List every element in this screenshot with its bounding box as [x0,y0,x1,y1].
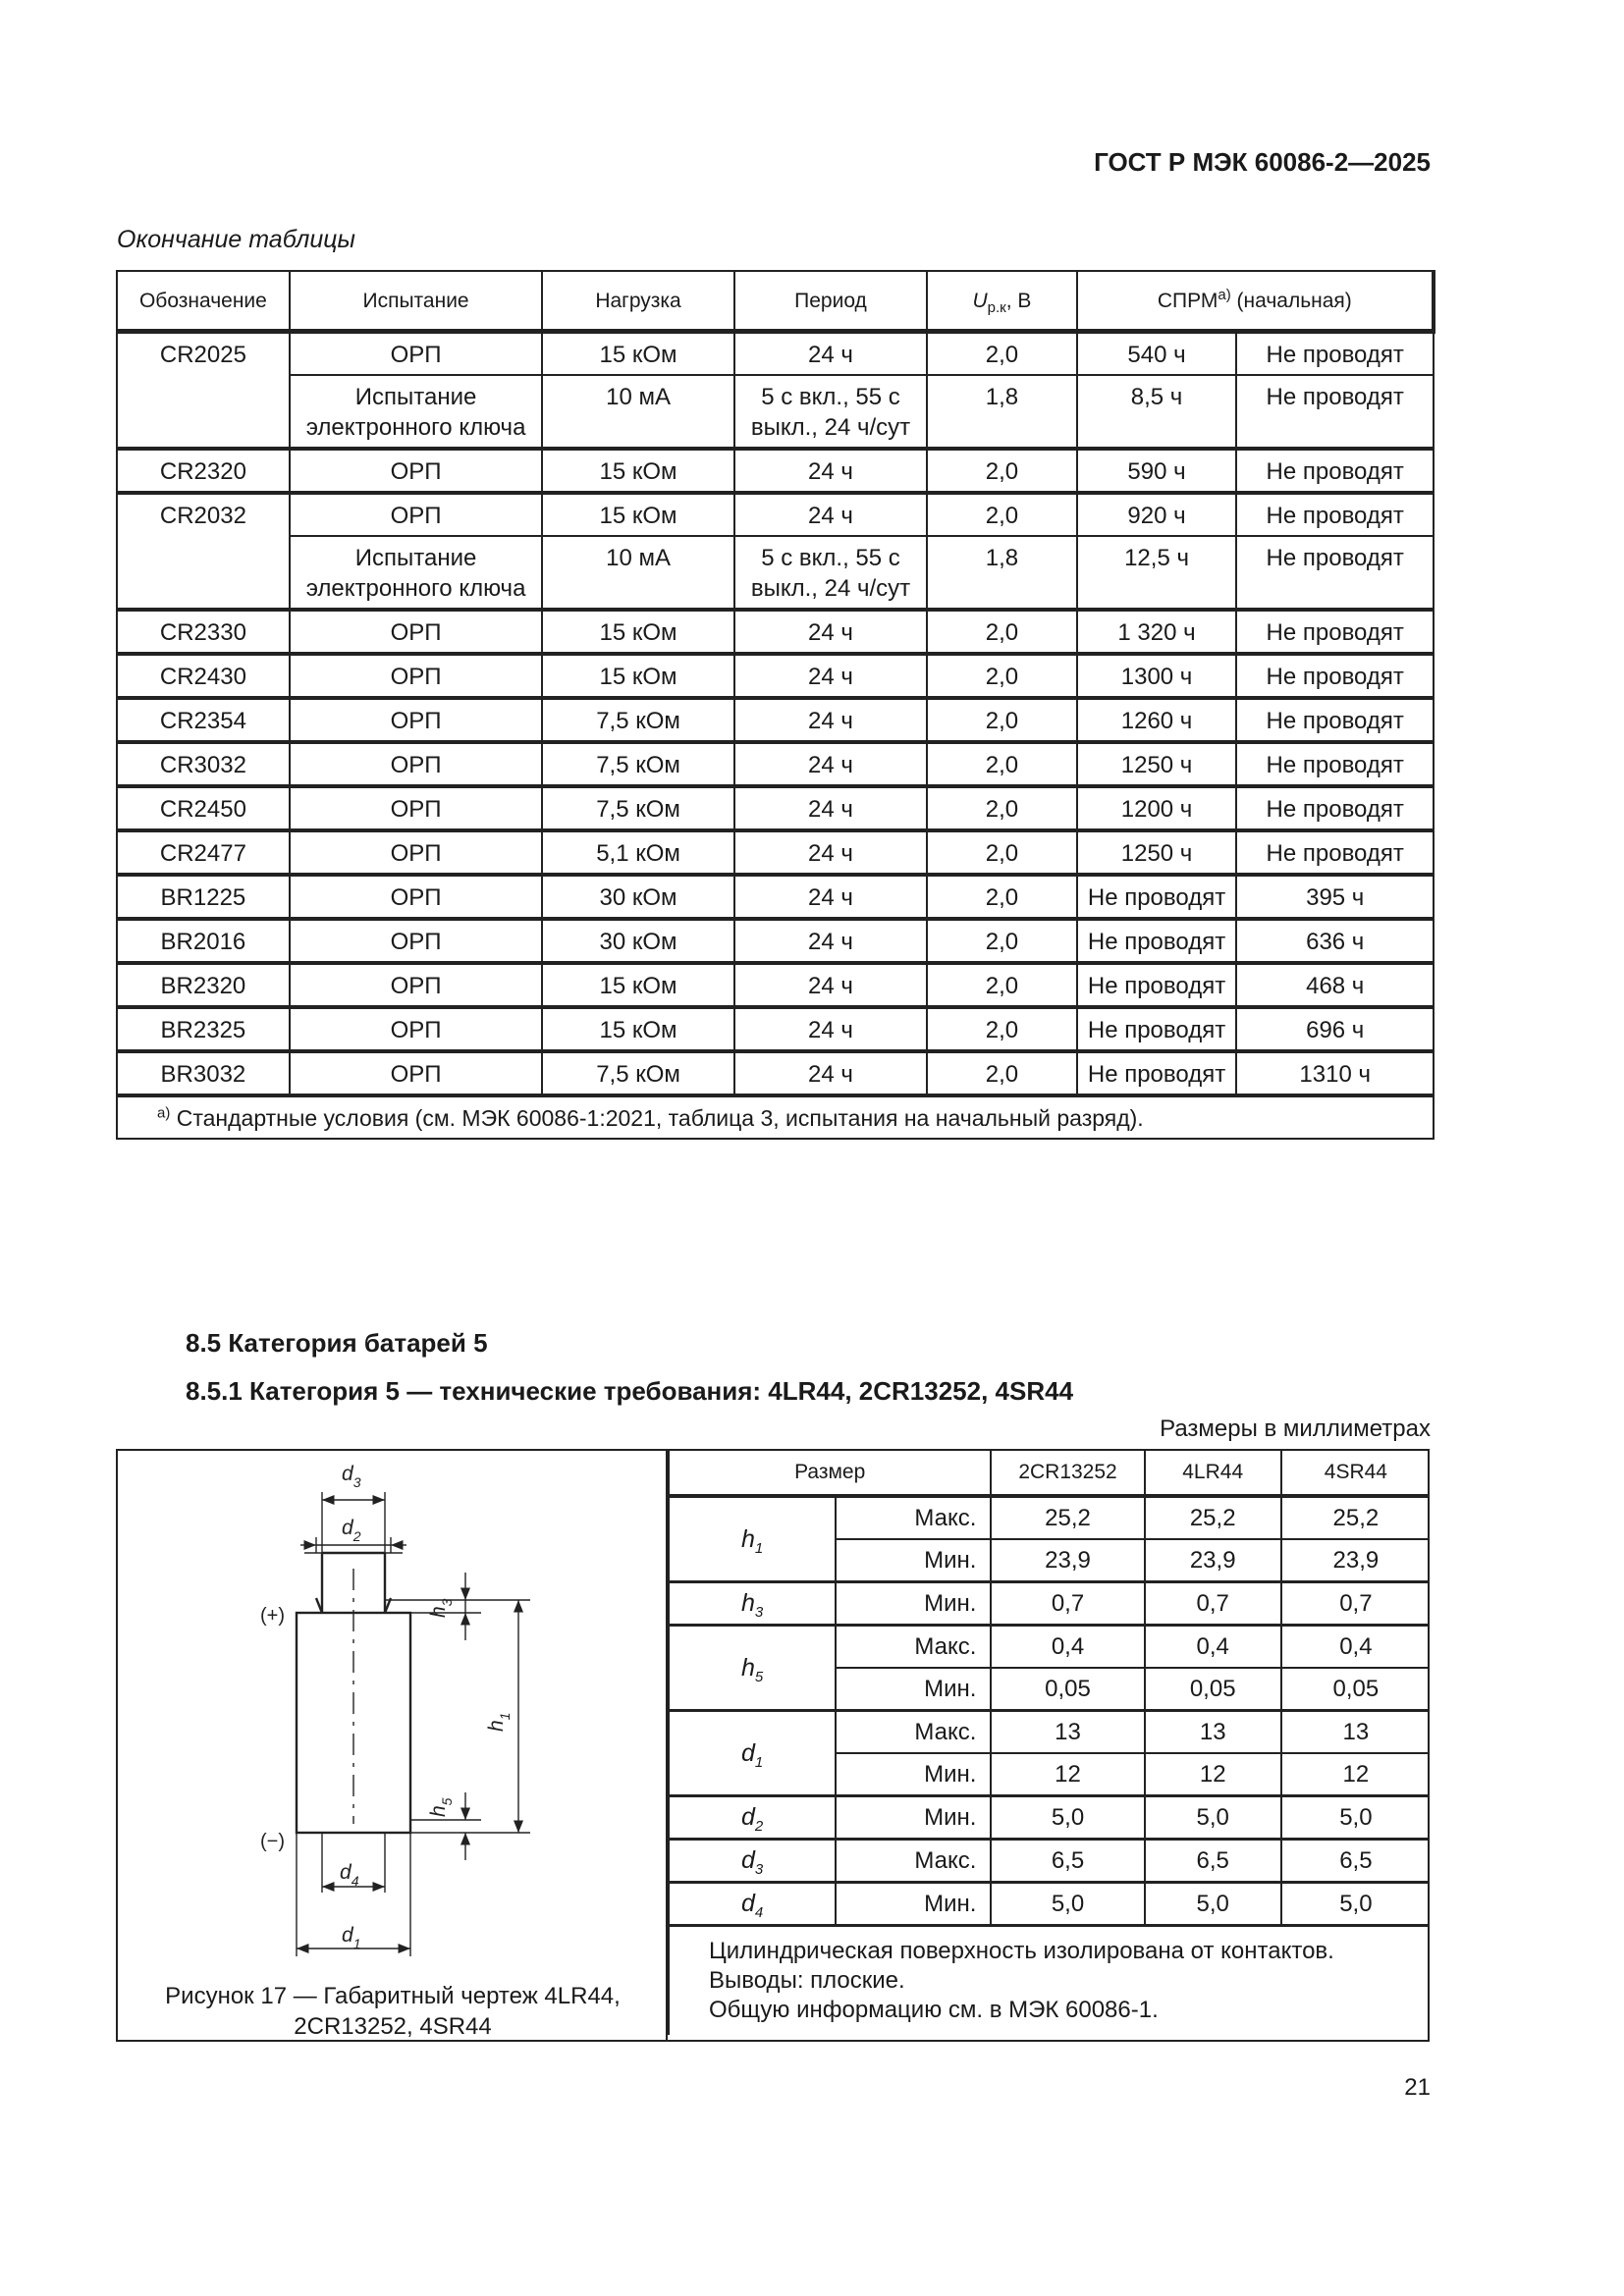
voltage-cell: 2,0 [927,610,1076,654]
sprm-cell: Не проводят [1236,610,1434,654]
table-row [117,493,1434,536]
load-cell: 7,5 кОм [542,1051,733,1095]
value-cell: 5,0 [1145,1883,1281,1926]
dims-notes-row [669,1926,1430,2036]
period-cell: 24 ч [734,786,927,830]
designation-cell: CR2025 [117,332,290,450]
designation-cell: BR1225 [117,875,290,919]
load-cell: 5,1 кОм [542,830,733,875]
load-cell: 7,5 кОм [542,742,733,786]
test-cell: ОРП [290,449,542,493]
table-footnote: $^{а)}$ Стандартные условия (см. МЭК 60086-1:2021, таблица 3, испытания на начальный разряд). [117,1095,1434,1139]
period-cell: 5 с вкл., 55 с выкл., 24 ч/сут [734,375,927,449]
sprm-cell: 590 ч [1077,449,1237,493]
period-cell: 24 ч [734,654,927,698]
load-cell: 15 кОм [542,1007,733,1051]
voltage-cell: 2,0 [927,963,1076,1007]
load-cell: 7,5 кОм [542,698,733,742]
value-cell: 0,7 [1281,1582,1430,1626]
sprm-cell: 395 ч [1236,875,1434,919]
voltage-cell: 2,0 [927,449,1076,493]
sprm-cell: 1 320 ч [1077,610,1237,654]
dims-row [669,1582,1430,1626]
value-cell: 6,5 [1281,1840,1430,1883]
sprm-cell: Не проводят [1236,536,1434,610]
sprm-cell: 920 ч [1077,493,1237,536]
value-cell: 25,2 [991,1496,1144,1539]
designation-cell: CR2430 [117,654,290,698]
figure-block [116,1449,1430,2042]
sprm-cell: 540 ч [1077,332,1237,376]
param-d2: $d_2$ [669,1796,836,1840]
figure-panel [118,1451,668,2040]
table-row [117,536,1434,610]
sprm-cell: 12,5 ч [1077,536,1237,610]
value-cell: 12 [1145,1753,1281,1796]
sprm-cell: Не проводят [1077,919,1237,963]
sprm-cell: Не проводят [1236,786,1434,830]
dims-row [669,1626,1430,1669]
note-line: Цилиндрическая поверхность изолирована от контактов. [709,1938,1334,1964]
period-cell: 24 ч [734,875,927,919]
designation-cell: BR3032 [117,1051,290,1095]
value-cell: 6,5 [1145,1840,1281,1883]
value-cell: 12 [1281,1753,1430,1796]
table-row [117,830,1434,875]
dims-row [669,1796,1430,1840]
dims-header-row [669,1451,1430,1496]
designation-cell: CR2330 [117,610,290,654]
voltage-cell: 2,0 [927,332,1076,376]
test-cell: Испытание электронного ключа [290,375,542,449]
section-heading-8-5: 8.5 Категория батарей 5 [186,1328,488,1358]
d4-label: $d_4$ [340,1861,359,1889]
value-cell: 13 [1145,1711,1281,1754]
voltage-cell: 2,0 [927,742,1076,786]
period-cell: 24 ч [734,1051,927,1095]
table-row [117,875,1434,919]
value-cell: 23,9 [1281,1539,1430,1582]
voltage-cell: 2,0 [927,698,1076,742]
value-cell: 0,4 [991,1626,1144,1669]
units-note: Размеры в миллиметрах [1160,1415,1431,1442]
h1-label: $h_1$ [485,1712,513,1732]
sprm-cell: Не проводят [1236,493,1434,536]
voltage-cell: 2,0 [927,786,1076,830]
footnote-row [117,1095,1434,1139]
voltage-cell: 1,8 [927,375,1076,449]
sprm-cell: Не проводят [1077,875,1237,919]
load-cell: 15 кОм [542,610,733,654]
load-cell: 30 кОм [542,875,733,919]
value-cell: 0,05 [991,1668,1144,1711]
load-cell: 15 кОм [542,963,733,1007]
table-row [117,742,1434,786]
battery-test-table [116,270,1435,1140]
designation-cell: CR2450 [117,786,290,830]
voltage-cell: 2,0 [927,1051,1076,1095]
h5-label: $h_5$ [427,1797,455,1817]
voltage-cell: 2,0 [927,493,1076,536]
sprm-cell: Не проводят [1236,449,1434,493]
header-load: Нагрузка [542,271,733,332]
sprm-cell: 696 ч [1236,1007,1434,1051]
value-cell: 25,2 [1281,1496,1430,1539]
d3-label: $d_3$ [342,1463,361,1490]
sprm-cell: 1200 ч [1077,786,1237,830]
period-cell: 24 ч [734,698,927,742]
load-cell: 15 кОм [542,493,733,536]
value-cell: 0,05 [1281,1668,1430,1711]
dims-row [669,1840,1430,1883]
limit-cell: Мин. [836,1539,991,1582]
period-cell: 24 ч [734,742,927,786]
load-cell: 15 кОм [542,332,733,376]
test-cell: ОРП [290,610,542,654]
dims-row [669,1883,1430,1926]
table-continuation-caption: Окончание таблицы [117,226,355,253]
drawing-labels [260,1463,513,1951]
value-cell: 6,5 [991,1840,1144,1883]
param-d1: $d_1$ [669,1711,836,1796]
param-h3: $h_3$ [669,1582,836,1626]
designation-cell: BR2016 [117,919,290,963]
header-2cr13252: 2CR13252 [991,1451,1144,1496]
voltage-cell: 2,0 [927,1007,1076,1051]
value-cell: 13 [991,1711,1144,1754]
value-cell: 12 [991,1753,1144,1796]
test-cell: ОРП [290,919,542,963]
test-cell: ОРП [290,830,542,875]
test-cell: ОРП [290,1051,542,1095]
voltage-cell: 2,0 [927,654,1076,698]
table-row [117,654,1434,698]
dims-row [669,1496,1430,1539]
param-h5: $h_5$ [669,1626,836,1711]
test-cell: ОРП [290,332,542,376]
table-row [117,919,1434,963]
period-cell: 24 ч [734,493,927,536]
section-heading-8-5-1: 8.5.1 Категория 5 — технические требования: 4LR44, 2CR13252, 4SR44 [186,1376,1074,1406]
load-cell: 10 мА [542,536,733,610]
note-line: Выводы: плоские. [709,1967,905,1994]
value-cell: 5,0 [1281,1883,1430,1926]
value-cell: 13 [1281,1711,1430,1754]
test-cell: ОРП [290,654,542,698]
table-row [117,449,1434,493]
value-cell: 25,2 [1145,1496,1281,1539]
voltage-cell: 2,0 [927,875,1076,919]
sprm-cell: 636 ч [1236,919,1434,963]
sprm-cell: Не проводят [1236,375,1434,449]
test-cell: ОРП [290,698,542,742]
header-4lr44: 4LR44 [1145,1451,1281,1496]
d1-label: $d_1$ [342,1924,361,1951]
period-cell: 24 ч [734,1007,927,1051]
dimensions-table [668,1451,1430,2035]
load-cell: 10 мА [542,375,733,449]
table-row [117,963,1434,1007]
table-row [117,1051,1434,1095]
value-cell: 5,0 [991,1883,1144,1926]
header-4sr44: 4SR44 [1281,1451,1430,1496]
sprm-cell: Не проводят [1236,698,1434,742]
period-cell: 24 ч [734,449,927,493]
limit-cell: Макс. [836,1496,991,1539]
sprm-cell: Не проводят [1236,332,1434,376]
dims-notes [669,1926,1430,2036]
value-cell: 0,05 [1145,1668,1281,1711]
value-cell: 0,7 [991,1582,1144,1626]
sprm-cell: 1310 ч [1236,1051,1434,1095]
h3-label: $h_3$ [427,1598,455,1618]
sprm-cell: Не проводят [1077,1051,1237,1095]
limit-cell: Мин. [836,1753,991,1796]
table-row [117,698,1434,742]
voltage-cell: 1,8 [927,536,1076,610]
table-row [117,332,1434,376]
test-cell: ОРП [290,875,542,919]
header-sprm: $СПРМ^{а)}$ (начальная) [1077,271,1434,332]
value-cell: 23,9 [1145,1539,1281,1582]
value-cell: 0,4 [1145,1626,1281,1669]
period-cell: 24 ч [734,332,927,376]
table-header-row [117,271,1434,332]
test-cell: ОРП [290,963,542,1007]
period-cell: 24 ч [734,830,927,875]
value-cell: 5,0 [991,1796,1144,1840]
load-cell: 15 кОм [542,449,733,493]
period-cell: 24 ч [734,610,927,654]
limit-cell: Макс. [836,1626,991,1669]
limit-cell: Мин. [836,1796,991,1840]
sprm-cell: 1250 ч [1077,830,1237,875]
document-code: ГОСТ Р МЭК 60086-2—2025 [1094,147,1431,177]
voltage-cell: 2,0 [927,919,1076,963]
dims-row [669,1711,1430,1754]
designation-cell: CR2320 [117,449,290,493]
period-cell: 24 ч [734,919,927,963]
test-cell: ОРП [290,493,542,536]
table-row [117,1007,1434,1051]
header-voltage: $U_{р.к}$, В [927,271,1076,332]
negative-terminal-label: (−) [260,1831,285,1852]
value-cell: 23,9 [991,1539,1144,1582]
limit-cell: Мин. [836,1883,991,1926]
sprm-cell: Не проводят [1236,742,1434,786]
voltage-cell: 2,0 [927,830,1076,875]
value-cell: 5,0 [1281,1796,1430,1840]
period-cell: 5 с вкл., 55 с выкл., 24 ч/сут [734,536,927,610]
figure-caption: Рисунок 17 — Габаритный чертеж 4LR44, 2CR13252, 4SR44 [165,1983,621,2040]
designation-cell: BR2320 [117,963,290,1007]
load-cell: 7,5 кОм [542,786,733,830]
sprm-cell: Не проводят [1236,830,1434,875]
period-cell: 24 ч [734,963,927,1007]
param-h1: $h_1$ [669,1496,836,1582]
battery-dimension-drawing [118,1451,666,1981]
sprm-cell: 1300 ч [1077,654,1237,698]
d2-label: $d_2$ [342,1517,361,1544]
sprm-cell: 1260 ч [1077,698,1237,742]
limit-cell: Макс. [836,1840,991,1883]
load-cell: 30 кОм [542,919,733,963]
sprm-cell: 1250 ч [1077,742,1237,786]
test-cell: ОРП [290,786,542,830]
header-size: Размер [669,1451,991,1496]
designation-cell: CR3032 [117,742,290,786]
value-cell: 5,0 [1145,1796,1281,1840]
sprm-cell: Не проводят [1077,1007,1237,1051]
sprm-cell: Не проводят [1077,963,1237,1007]
test-cell: ОРП [290,742,542,786]
header-test: Испытание [290,271,542,332]
test-cell: ОРП [290,1007,542,1051]
sprm-cell: 468 ч [1236,963,1434,1007]
designation-cell: CR2477 [117,830,290,875]
param-d4: $d_4$ [669,1883,836,1926]
limit-cell: Мин. [836,1582,991,1626]
table-row [117,786,1434,830]
load-cell: 15 кОм [542,654,733,698]
limit-cell: Макс. [836,1711,991,1754]
designation-cell: CR2354 [117,698,290,742]
note-line: Общую информацию см. в МЭК 60086-1. [709,1997,1159,2023]
value-cell: 0,4 [1281,1626,1430,1669]
header-designation: Обозначение [117,271,290,332]
designation-cell: CR2032 [117,493,290,610]
designation-cell: BR2325 [117,1007,290,1051]
sprm-cell: Не проводят [1236,654,1434,698]
value-cell: 0,7 [1145,1582,1281,1626]
sprm-cell: 8,5 ч [1077,375,1237,449]
page-number: 21 [1404,2074,1431,2101]
positive-terminal-label: (+) [260,1605,285,1627]
table-row [117,375,1434,449]
header-period: Период [734,271,927,332]
table-row [117,610,1434,654]
limit-cell: Мин. [836,1668,991,1711]
test-cell: Испытание электронного ключа [290,536,542,610]
param-d3: $d_3$ [669,1840,836,1883]
